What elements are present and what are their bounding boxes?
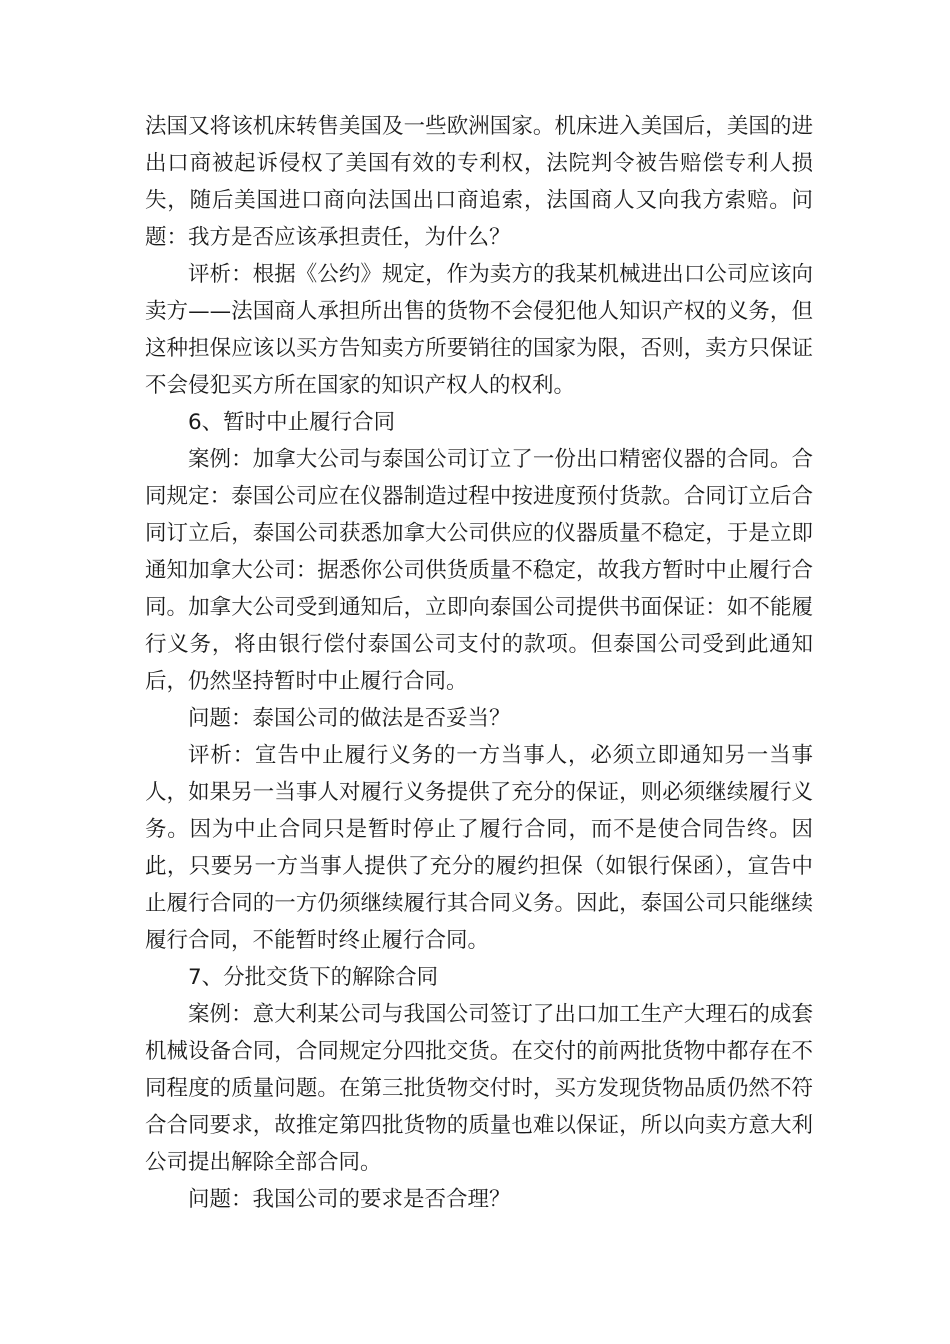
paragraph-question: 问题：我国公司的要求是否合理？ — [188, 1187, 511, 1212]
paragraph-case: 案例：加拿大公司与泰国公司订立了一份出口精密仪器的合同。合同规定：泰国公司应在仪器制造过程中按进度预付货款。合同订立后合同订立后，泰国公司获悉加拿大公司供应的仪器质量不稳定，于是立即通知加拿大公司：据悉你公司供货质量不稳定，故我方暂时中止履行合同。加拿大公司受到通知后，立即向泰国公司提供书面保证：如不能履行义务，将由银行偿付泰国公司支付的款项。但泰国公司受到此通知后，仍然坚持暂时中止履行合同。 — [145, 447, 813, 694]
document-body — [145, 108, 813, 1218]
section-heading: 6、暂时中止履行合同 — [188, 410, 396, 435]
section-heading: 7、分批交货下的解除合同 — [188, 965, 439, 990]
paragraph-question: 问题：泰国公司的做法是否妥当？ — [188, 706, 511, 731]
paragraph-analysis: 评析：根据《公约》规定，作为卖方的我某机械进出口公司应该向卖方——法国商人承担所出售的货物不会侵犯他人知识产权的义务，但这种担保应该以买方告知卖方所要销往的国家为限，否则，卖方只保证不会侵犯买方所在国家的知识产权人的权利。 — [145, 262, 813, 398]
paragraph-analysis: 评析：宣告中止履行义务的一方当事人，必须立即通知另一当事人，如果另一当事人对履行义务提供了充分的保证，则必须继续履行义务。因为中止合同只是暂时停止了履行合同，而不是使合同告终。因此，只要另一方当事人提供了充分的履约担保（如银行保函），宣告中止履行合同的一方仍须继续履行其合同义务。因此，泰国公司只能继续履行合同，不能暂时终止履行合同。 — [145, 743, 813, 953]
paragraph-case: 案例：意大利某公司与我国公司签订了出口加工生产大理石的成套机械设备合同，合同规定分四批交货。在交付的前两批货物中都存在不同程度的质量问题。在第三批货物交付时，买方发现货物品质仍然不符合合同要求，故推定第四批货物的质量也难以保证，所以向卖方意大利公司提出解除全部合同。 — [145, 1002, 813, 1175]
paragraph-continuation: 法国又将该机床转售美国及一些欧洲国家。机床进入美国后，美国的进出口商被起诉侵权了美国有效的专利权，法院判令被告赔偿专利人损失，随后美国进口商向法国出口商追索，法国商人又向我方索赔。问题：我方是否应该承担责任，为什么？ — [145, 114, 813, 250]
